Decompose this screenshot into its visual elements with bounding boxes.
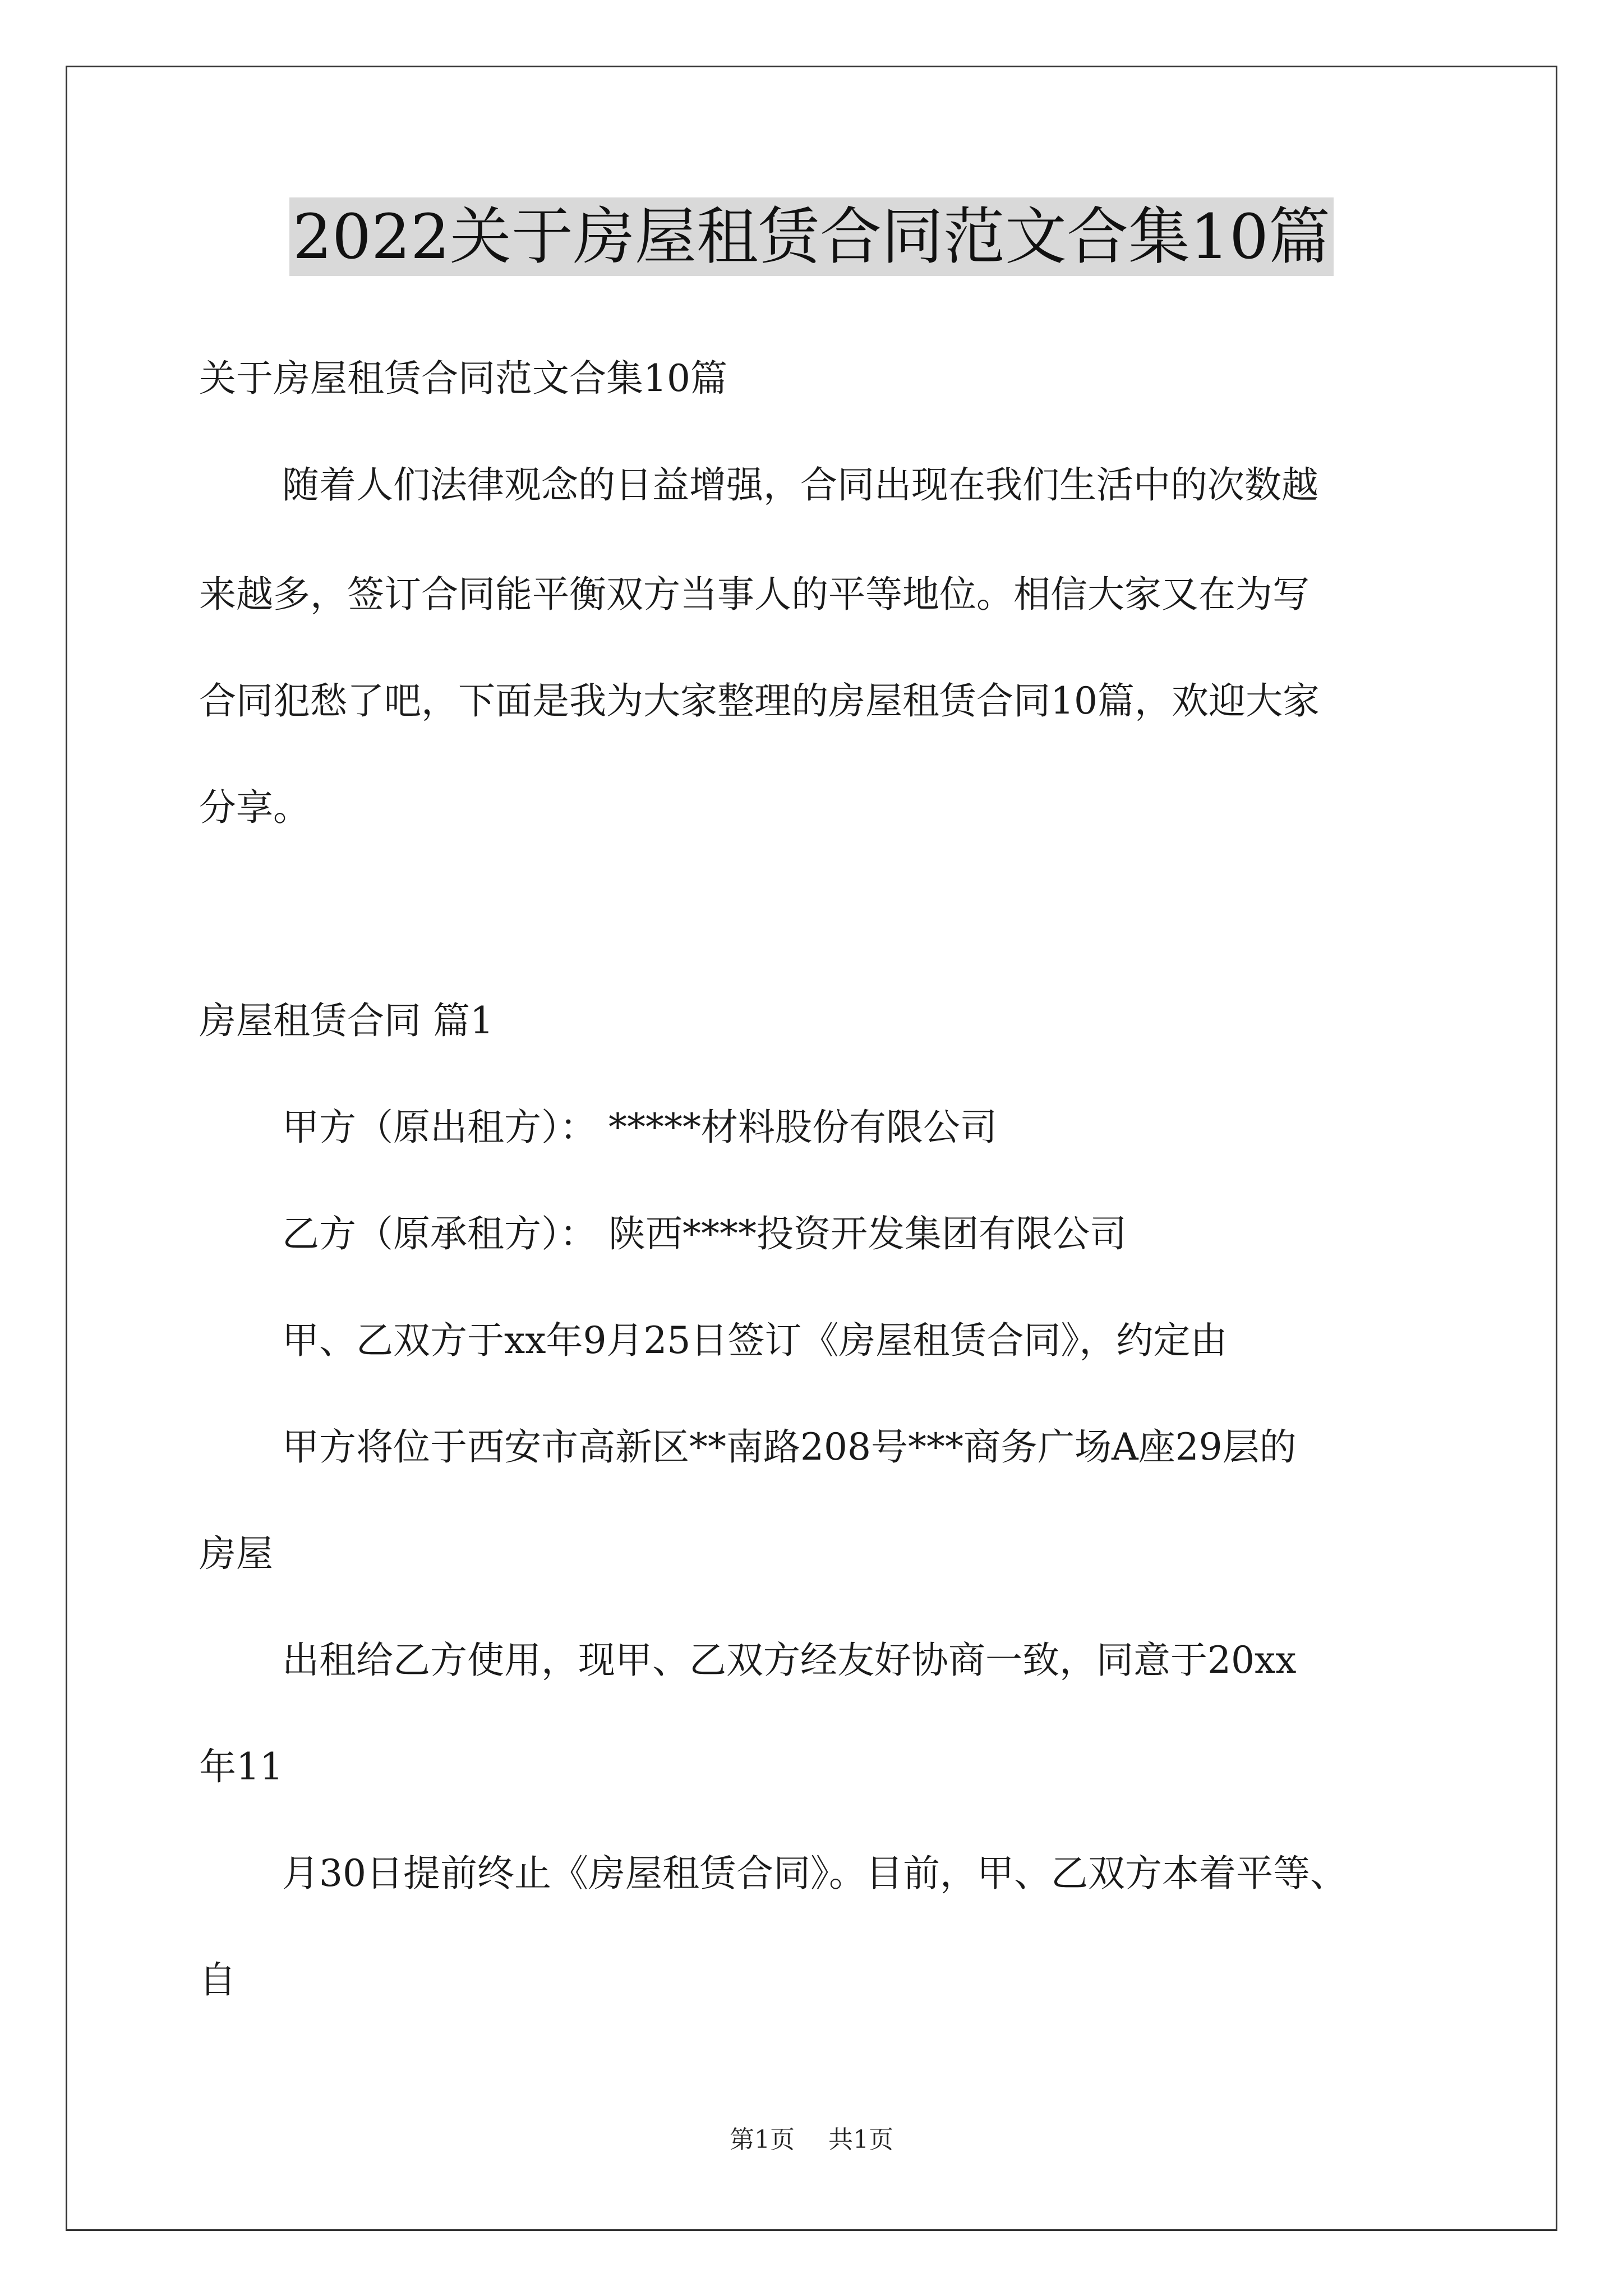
intro-line-1: 随着人们法律观念的日益增强，合同出现在我们生活中的次数越 — [282, 463, 1318, 507]
page-number-current: 第1页 — [730, 2125, 795, 2154]
intro-line-4: 分享。 — [199, 786, 310, 829]
body-line-4: 甲方将位于西安市高新区**南路208号***商务广场A座29层的 — [282, 1425, 1297, 1469]
body-line-8: 月30日提前终止《房屋租赁合同》。目前，甲、乙双方本着平等、 — [282, 1852, 1347, 1895]
page-number-total: 共1页 — [828, 2125, 893, 2154]
document-subtitle: 关于房屋租赁合同范文合集10篇 — [199, 357, 727, 400]
page-footer — [0, 2123, 1623, 2157]
body-line-1: 甲方（原出租方）： *****材料股份有限公司 — [282, 1106, 997, 1149]
body-line-6: 出租给乙方使用，现甲、乙双方经友好协商一致，同意于20xx — [282, 1639, 1297, 1682]
document-title: 2022关于房屋租赁合同范文合集10篇 — [289, 197, 1334, 276]
intro-line-3: 合同犯愁了吧，下面是我为大家整理的房屋租赁合同10篇，欢迎大家 — [199, 679, 1320, 723]
body-line-3: 甲、乙双方于xx年9月25日签订《房屋租赁合同》，约定由 — [282, 1319, 1228, 1362]
intro-line-2: 来越多，签订合同能平衡双方当事人的平等地位。相信大家又在为写 — [199, 573, 1310, 616]
body-line-7: 年11 — [199, 1745, 283, 1788]
title-container — [0, 197, 1623, 276]
section-heading: 房屋租赁合同 篇1 — [199, 999, 494, 1042]
body-line-2: 乙方（原承租方）： 陕西****投资开发集团有限公司 — [282, 1212, 1127, 1255]
body-line-5: 房屋 — [199, 1532, 273, 1575]
body-line-9: 自 — [199, 1958, 236, 2001]
